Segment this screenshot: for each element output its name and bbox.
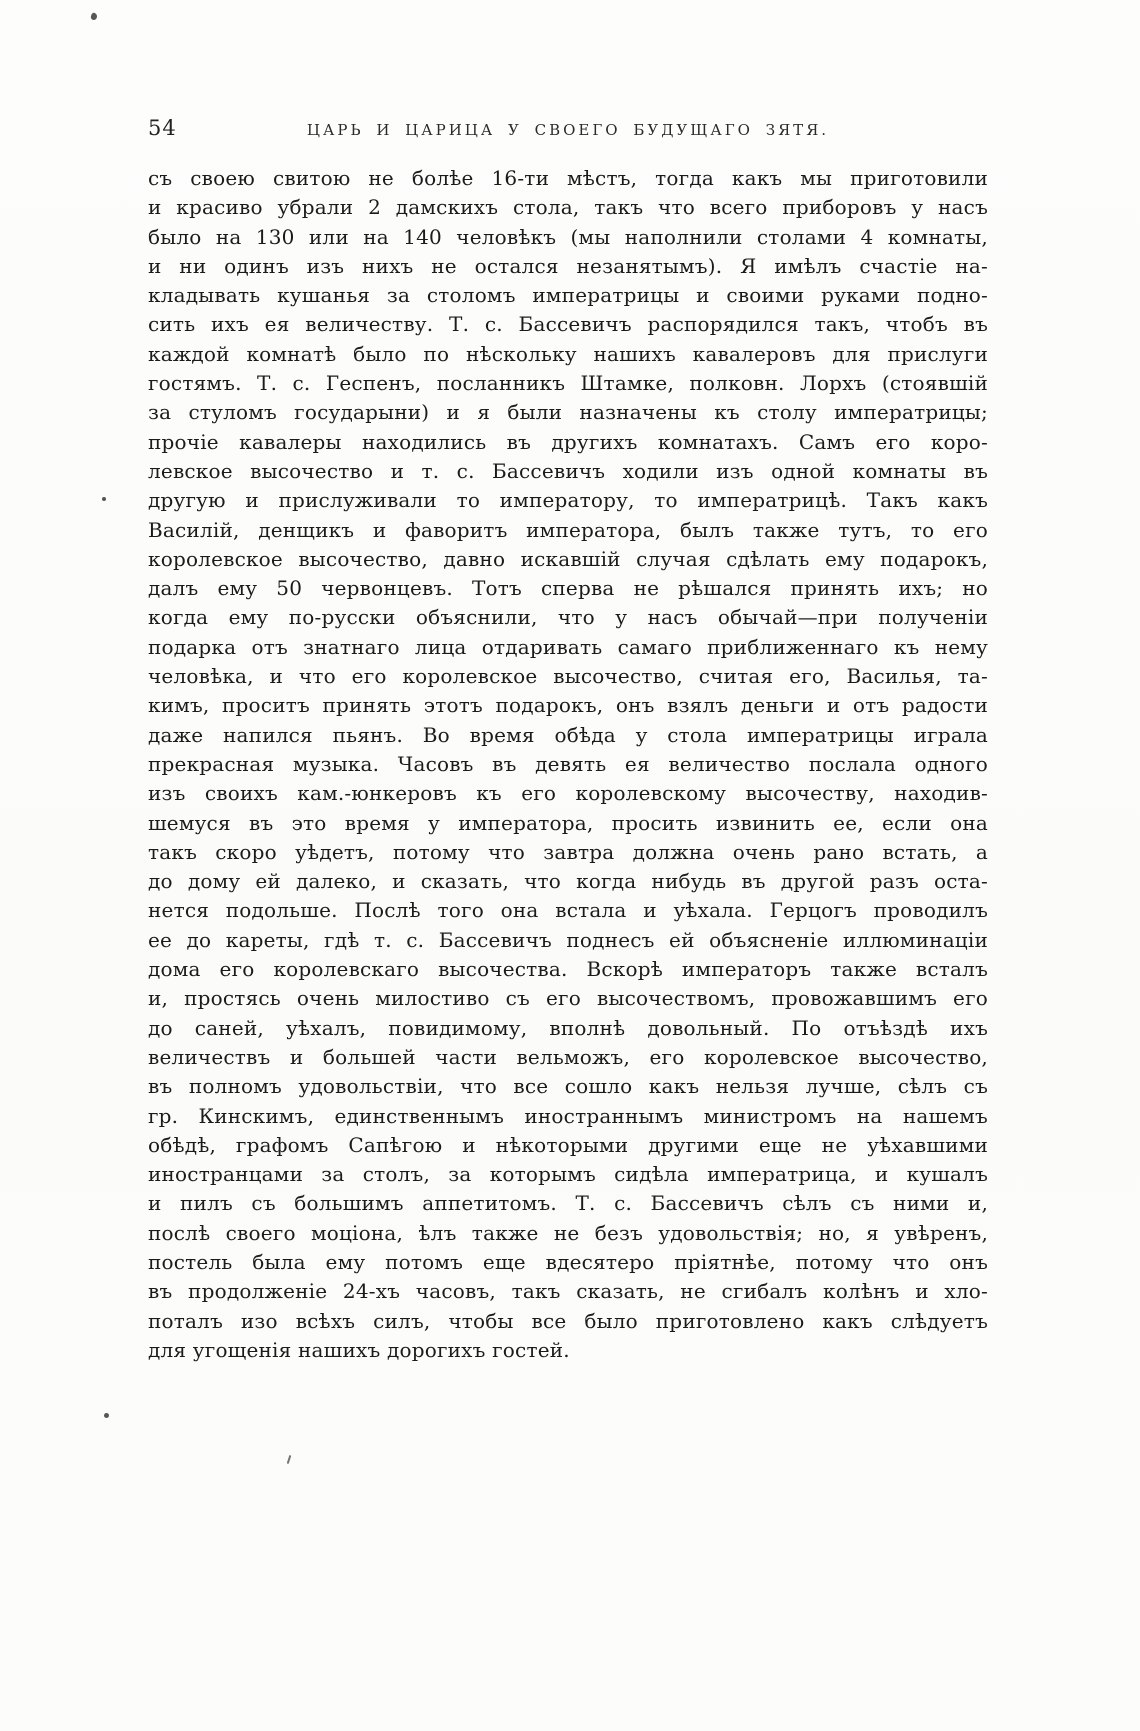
text-line: подарка отъ знатнаго лица отдаривать самаго приближеннаго къ нему (148, 634, 988, 659)
running-header-title: ЦАРЬ И ЦАРИЦА У СВОЕГО БУДУЩАГО ЗЯТЯ. (306, 121, 830, 139)
ink-speck (90, 12, 98, 21)
text-line: до дому ей далеко, и сказать, что когда нибудь въ другой разъ оста- (148, 869, 988, 894)
text-line: человѣка, и что его королевское высочество, считая его, Василья, та- (148, 664, 988, 689)
text-line: левское высочество и т. с. Бассевичъ ходили изъ одной комнаты въ (148, 458, 988, 483)
ink-speck (287, 1455, 292, 1464)
text-line: было на 130 или на 140 человѣкъ (мы наполнили столами 4 комнаты, (148, 224, 988, 249)
text-line: въ продолженіе 24-хъ часовъ, такъ сказать, не сгибалъ колѣнъ и хло- (148, 1279, 988, 1304)
text-line: далъ ему 50 червонцевъ. Тотъ сперва не рѣшался принять ихъ; но (148, 576, 988, 601)
running-head (148, 116, 988, 142)
text-line: дома его королевскаго высочества. Вскорѣ императоръ также всталъ (148, 957, 988, 982)
text-line: постель была ему потомъ еще вдесятеро пріятнѣе, потому что онъ (148, 1249, 988, 1274)
body-text (148, 164, 988, 1365)
text-line: и красиво убрали 2 дамскихъ стола, такъ что всего приборовъ у насъ (148, 195, 988, 220)
text-line: ее до кареты, гдѣ т. с. Бассевичъ поднесъ ей объясненіе иллюминаціи (148, 927, 988, 952)
text-line: послѣ своего моціона, ѣлъ также не безъ удовольствія; но, я увѣренъ, (148, 1220, 988, 1245)
ink-speck (104, 1413, 109, 1418)
text-line: кладывать кушанья за столомъ императрицы и своими руками подно- (148, 283, 988, 308)
text-line: гр. Кинскимъ, единственнымъ иностраннымъ министромъ на нашемъ (148, 1103, 988, 1128)
text-line: кимъ, проситъ принять этотъ подарокъ, онъ взялъ деньги и отъ радости (148, 693, 988, 718)
text-line: такъ скоро уѣдетъ, потому что завтра должна очень рано встать, а (148, 839, 988, 864)
text-line: нется подольше. Послѣ того она встала и уѣхала. Герцогъ проводилъ (148, 898, 988, 923)
text-line: королевское высочество, давно искавшій случая сдѣлать ему подарокъ, (148, 546, 988, 571)
text-line: другую и прислуживали то императору, то императрицѣ. Такъ какъ (148, 488, 988, 513)
text-line: гостямъ. Т. с. Геспенъ, посланникъ Штамке, полковн. Лорхъ (стоявшій (148, 371, 988, 396)
text-line: обѣдѣ, графомъ Сапѣгою и нѣкоторыми другими еще не уѣхавшими (148, 1132, 988, 1157)
text-line: иностранцами за столъ, за которымъ сидѣла императрица, и кушалъ (148, 1162, 988, 1187)
text-line: и, простясь очень милостиво съ его высочествомъ, провожавшимъ его (148, 986, 988, 1011)
text-line: для угощенія нашихъ дорогихъ гостей. (148, 1337, 570, 1362)
text-line: поталъ изо всѣхъ силъ, чтобы все было приготовлено какъ слѣдуетъ (148, 1308, 988, 1333)
page-number: 54 (148, 116, 177, 140)
text-line: и ни одинъ изъ нихъ не остался незанятымъ). Я имѣлъ счастіе на- (148, 253, 988, 278)
text-line: съ своею свитою не болѣе 16-ти мѣстъ, тогда какъ мы приготовили (148, 166, 988, 190)
text-line: шемуся въ это время у императора, просить извинить ее, если она (148, 810, 988, 835)
text-line: въ полномъ удовольствіи, что все сошло какъ нельзя лучше, сѣлъ съ (148, 1074, 988, 1099)
text-line: прекрасная музыка. Часовъ въ девять ея величество послала одного (148, 751, 988, 776)
text-line: величествъ и большей части вельможъ, его королевское высочество, (148, 1044, 988, 1069)
text-line: Василій, денщикъ и фаворитъ императора, былъ также тутъ, то его (148, 517, 988, 542)
text-line: даже напился пьянъ. Во время обѣда у стола императрицы играла (148, 722, 988, 747)
text-line: за стуломъ государыни) и я были назначены къ столу императрицы; (148, 400, 988, 425)
text-line: когда ему по-русски объяснили, что у насъ обычай—при полученіи (148, 605, 988, 630)
text-line: каждой комнатѣ было по нѣскольку нашихъ кавалеровъ для прислуги (148, 341, 988, 366)
ink-speck (102, 497, 106, 501)
text-line: сить ихъ ея величеству. Т. с. Бассевичъ распорядился такъ, чтобъ въ (148, 312, 988, 337)
text-line: до саней, уѣхалъ, повидимому, вполнѣ довольный. По отъѣздѣ ихъ (148, 1015, 988, 1040)
text-line: прочіе кавалеры находились въ другихъ комнатахъ. Самъ его коро- (148, 429, 988, 454)
text-line: и пилъ съ большимъ аппетитомъ. Т. с. Бассевичъ сѣлъ съ ними и, (148, 1191, 988, 1216)
text-line: изъ своихъ кам.-юнкеровъ къ его королевскому высочеству, находив- (148, 781, 988, 806)
